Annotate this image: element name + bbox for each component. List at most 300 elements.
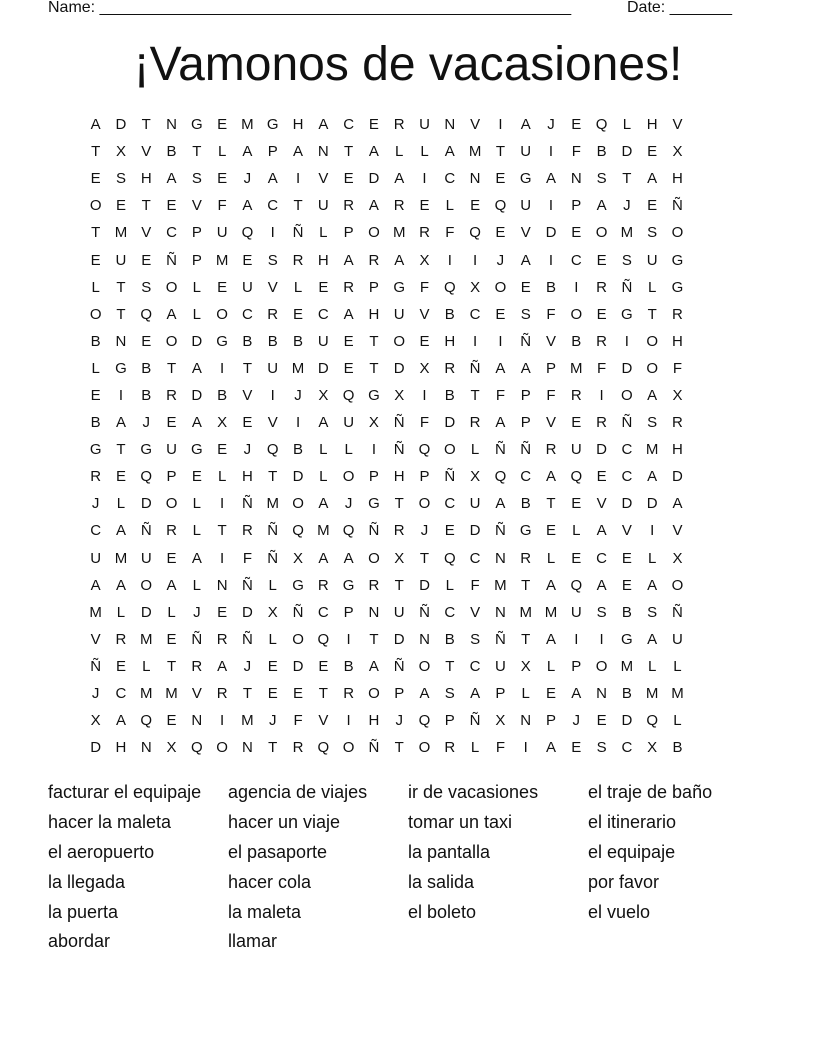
grid-letter: A [520, 251, 531, 269]
grid-letter: L [91, 359, 100, 377]
grid-letter: L [192, 522, 201, 540]
grid-letter: E [647, 143, 658, 161]
grid-letter: Ñ [242, 630, 253, 648]
grid-letter: A [90, 116, 101, 134]
grid-letter: P [444, 712, 455, 730]
grid-letter: S [141, 278, 152, 296]
grid-letter: E [267, 685, 278, 703]
grid-letter: U [520, 197, 532, 215]
grid-letter: I [574, 278, 579, 296]
word-list-item: el vuelo [588, 901, 651, 922]
grid-letter: F [495, 739, 505, 757]
grid-row [83, 219, 690, 246]
page-title: ¡Vamonos de vacasiones! [133, 38, 683, 91]
grid-letter: M [266, 495, 279, 513]
grid-letter: G [519, 170, 532, 188]
grid-letter: R [672, 305, 683, 323]
grid-row [83, 328, 690, 355]
grid-letter: T [318, 685, 328, 703]
word-list-row [48, 808, 768, 838]
grid-letter: I [422, 170, 427, 188]
grid-letter: Ñ [393, 414, 405, 432]
grid-letter: M [89, 603, 102, 621]
grid-letter: Ñ [494, 441, 506, 459]
grid-letter: Q [469, 224, 481, 242]
grid-row [83, 301, 690, 328]
grid-letter: L [192, 305, 201, 323]
grid-letter: E [419, 332, 430, 350]
grid-letter: G [191, 441, 203, 459]
grid-letter: M [494, 576, 507, 594]
grid-letter: E [90, 386, 101, 404]
grid-letter: R [368, 251, 380, 269]
grid-letter: T [242, 359, 253, 377]
grid-letter: Q [266, 441, 279, 459]
grid-letter: I [498, 116, 503, 134]
grid-letter: X [90, 712, 101, 730]
grid-letter: L [192, 576, 201, 594]
grid-letter: P [368, 278, 379, 296]
grid-letter: L [546, 657, 556, 675]
grid-letter: C [343, 116, 355, 134]
grid-letter: P [343, 603, 354, 621]
grid-letter: U [672, 630, 683, 648]
grid-letter: R [166, 386, 177, 404]
grid-letter: Q [418, 712, 431, 730]
grid-letter: A [647, 468, 658, 486]
grid-letter: G [115, 359, 127, 377]
grid-letter: L [420, 143, 429, 161]
grid-letter: I [548, 251, 554, 269]
grid-letter: U [90, 549, 102, 567]
grid-letter: N [368, 603, 380, 621]
grid-letter: J [142, 414, 150, 432]
grid-letter: E [343, 170, 354, 188]
grid-letter: C [317, 603, 329, 621]
word-list-item: hacer la maleta [48, 812, 172, 833]
grid-letter: A [318, 414, 329, 432]
grid-letter: Ñ [672, 603, 683, 621]
grid-letter: O [418, 495, 431, 513]
grid-letter: F [546, 305, 556, 323]
grid-letter: H [115, 739, 127, 757]
grid-letter: V [318, 712, 329, 730]
grid-letter: I [473, 251, 478, 269]
grid-letter: M [570, 359, 583, 377]
grid-letter: D [621, 359, 633, 377]
grid-letter: F [419, 278, 430, 296]
grid-letter: A [191, 549, 202, 567]
grid-letter: T [192, 143, 202, 161]
grid-letter: A [115, 522, 126, 540]
grid-letter: I [220, 712, 225, 730]
grid-letter: A [217, 657, 228, 675]
grid-letter: O [443, 441, 456, 459]
grid-letter: M [139, 685, 153, 703]
grid-letter: P [166, 468, 177, 486]
grid-letter: I [371, 441, 376, 459]
grid-letter: A [394, 251, 405, 269]
grid-letter: O [292, 495, 304, 513]
grid-letter: I [295, 170, 301, 188]
grid-letter: Ñ [494, 630, 506, 648]
grid-letter: D [368, 170, 380, 188]
word-list-item: hacer cola [228, 871, 312, 892]
grid-row [83, 436, 690, 463]
grid-letter: M [544, 603, 558, 621]
grid-letter: U [469, 495, 481, 513]
grid-letter: Q [292, 522, 304, 540]
grid-letter: C [317, 305, 329, 323]
grid-letter: J [623, 197, 631, 215]
grid-letter: Ñ [621, 414, 633, 432]
grid-letter: U [166, 441, 177, 459]
grid-letter: L [192, 278, 201, 296]
grid-letter: T [369, 332, 379, 350]
grid-letter: T [521, 576, 531, 594]
grid-letter: G [671, 251, 684, 269]
grid-letter: E [596, 712, 607, 730]
grid-letter: G [621, 305, 633, 323]
grid-letter: A [318, 495, 329, 513]
grid-letter: E [115, 468, 126, 486]
grid-row [83, 274, 690, 301]
grid-letter: Q [241, 224, 254, 242]
grid-letter: I [220, 495, 225, 513]
grid-letter: D [621, 495, 633, 513]
grid-letter: E [166, 549, 177, 567]
word-list-item: el pasaporte [228, 841, 328, 862]
word-list-item: la salida [408, 871, 475, 892]
grid-letter: Ñ [393, 441, 405, 459]
header-line [48, 0, 748, 19]
grid-letter: L [445, 576, 454, 594]
grid-letter: A [166, 305, 177, 323]
grid-letter: D [317, 359, 329, 377]
grid-letter: C [90, 522, 102, 540]
grid-letter: C [570, 251, 582, 269]
grid-letter: L [546, 549, 556, 567]
grid-letter: G [368, 495, 380, 513]
grid-letter: O [165, 495, 178, 513]
grid-letter: D [90, 739, 102, 757]
grid-letter: B [444, 630, 455, 648]
grid-letter: C [469, 657, 481, 675]
grid-letter: X [470, 468, 481, 486]
grid-letter: N [115, 332, 127, 350]
grid-letter: R [672, 414, 683, 432]
grid-letter: I [118, 386, 124, 404]
grid-letter: T [419, 549, 430, 567]
grid-letter: I [599, 386, 604, 404]
grid-letter: E [141, 251, 152, 269]
grid-letter: I [498, 332, 503, 350]
grid-letter: Q [317, 739, 330, 757]
grid-letter: T [394, 495, 404, 513]
grid-letter: V [545, 414, 556, 432]
grid-row [83, 572, 690, 599]
grid-letter: D [419, 576, 430, 594]
grid-letter: I [220, 359, 225, 377]
grid-letter: Ñ [267, 549, 279, 567]
grid-letter: P [368, 468, 379, 486]
grid-letter: L [268, 576, 277, 594]
grid-letter: N [570, 170, 582, 188]
grid-row [83, 192, 690, 219]
word-list-item: hacer un viaje [228, 812, 341, 833]
grid-letter: T [166, 359, 177, 377]
word-list-item: el aeropuerto [48, 841, 155, 862]
grid-letter: A [242, 197, 253, 215]
grid-letter: A [368, 197, 379, 215]
grid-letter: L [167, 603, 176, 621]
grid-letter: V [470, 603, 481, 621]
grid-letter: Q [443, 278, 456, 296]
grid-letter: T [293, 197, 303, 215]
grid-letter: C [520, 468, 532, 486]
grid-row [83, 626, 690, 653]
grid-letter: B [621, 603, 632, 621]
grid-letter: R [570, 386, 582, 404]
grid-letter: M [165, 685, 178, 703]
grid-letter: L [622, 116, 632, 134]
grid-letter: X [470, 278, 481, 296]
grid-letter: O [418, 739, 431, 757]
grid-letter: A [520, 359, 531, 377]
grid-letter: C [596, 549, 607, 567]
grid-letter: O [595, 224, 608, 242]
grid-letter: T [369, 630, 379, 648]
grid-letter: V [267, 278, 278, 296]
grid-letter: A [343, 305, 354, 323]
grid-letter: Q [418, 441, 431, 459]
grid-letter: X [293, 549, 304, 567]
grid-letter: Q [342, 386, 355, 404]
grid-letter: A [495, 414, 506, 432]
grid-letter: U [242, 278, 253, 296]
grid-letter: J [268, 712, 277, 730]
grid-letter: A [520, 116, 531, 134]
grid-letter: A [115, 576, 126, 594]
grid-letter: A [191, 414, 202, 432]
grid-letter: E [545, 685, 556, 703]
grid-letter: R [216, 685, 228, 703]
grid-letter: S [596, 739, 607, 757]
grid-letter: U [343, 414, 355, 432]
grid-letter: R [596, 332, 607, 350]
grid-letter: U [520, 143, 532, 161]
grid-letter: M [241, 116, 254, 134]
grid-letter: T [622, 170, 632, 188]
grid-letter: E [571, 414, 582, 432]
grid-letter: R [343, 197, 355, 215]
grid-letter: J [572, 712, 581, 730]
grid-letter: T [91, 224, 101, 242]
grid-letter: I [473, 332, 478, 350]
grid-letter: P [191, 251, 202, 269]
grid-letter: T [166, 657, 177, 675]
grid-letter: D [292, 468, 304, 486]
word-list-item: agencia de viajes [228, 782, 368, 803]
grid-letter: O [418, 657, 431, 675]
grid-letter: G [342, 576, 355, 594]
grid-letter: C [242, 305, 253, 323]
grid-letter: E [90, 170, 101, 188]
grid-letter: X [318, 386, 329, 404]
grid-letter: F [546, 386, 556, 404]
grid-letter: H [672, 332, 683, 350]
word-list-row [48, 778, 768, 808]
grid-letter: R [267, 305, 279, 323]
grid-letter: E [495, 170, 506, 188]
grid-letter: A [495, 359, 506, 377]
grid-letter: G [519, 522, 532, 540]
grid-letter: N [191, 712, 203, 730]
grid-letter: P [545, 359, 556, 377]
grid-letter: U [393, 305, 405, 323]
grid-letter: Ñ [520, 441, 532, 459]
grid-letter: R [393, 522, 405, 540]
grid-letter: B [444, 305, 455, 323]
grid-letter: M [620, 224, 634, 242]
grid-letter: T [116, 278, 126, 296]
grid-letter: X [520, 657, 531, 675]
grid-letter: R [444, 359, 456, 377]
grid-letter: M [317, 522, 330, 540]
grid-letter: D [646, 495, 658, 513]
grid-letter: E [166, 712, 177, 730]
letter-grid [83, 111, 690, 761]
grid-letter: E [444, 522, 455, 540]
grid-letter: J [91, 685, 100, 703]
grid-letter: C [469, 549, 481, 567]
grid-letter: N [216, 576, 228, 594]
grid-letter: X [495, 712, 506, 730]
grid-letter: L [268, 630, 277, 648]
grid-row [83, 409, 690, 436]
grid-letter: A [596, 197, 607, 215]
grid-letter: U [494, 657, 506, 675]
grid-letter: L [521, 685, 530, 703]
grid-letter: A [647, 576, 658, 594]
grid-letter: O [570, 305, 583, 323]
grid-letter: I [270, 386, 275, 404]
grid-letter: Ñ [267, 522, 279, 540]
grid-letter: L [319, 468, 328, 486]
grid-letter: P [545, 712, 556, 730]
grid-letter: X [394, 386, 405, 404]
word-list-item: el boleto [408, 901, 477, 922]
grid-letter: Ñ [368, 522, 380, 540]
grid-letter: C [267, 197, 279, 215]
grid-letter: L [142, 657, 151, 675]
grid-letter: X [115, 143, 126, 161]
grid-letter: E [115, 197, 126, 215]
grid-letter: R [393, 116, 405, 134]
grid-letter: E [242, 251, 253, 269]
grid-row [83, 545, 690, 572]
grid-letter: T [394, 739, 404, 757]
grid-letter: E [495, 224, 506, 242]
grid-letter: O [342, 468, 355, 486]
word-list-item: el itinerario [588, 812, 677, 833]
grid-letter: G [393, 278, 406, 296]
grid-letter: L [319, 224, 328, 242]
grid-letter: E [217, 603, 228, 621]
grid-letter: Ñ [166, 251, 177, 269]
grid-letter: A [394, 170, 405, 188]
grid-letter: D [242, 603, 253, 621]
grid-letter: C [115, 685, 127, 703]
grid-letter: L [572, 522, 581, 540]
word-list-row [48, 897, 768, 927]
grid-letter: D [115, 116, 127, 134]
grid-letter: B [90, 414, 101, 432]
grid-letter: M [114, 224, 128, 242]
grid-letter: M [114, 549, 128, 567]
grid-letter: Ñ [469, 359, 481, 377]
grid-letter: H [368, 305, 380, 323]
grid-letter: T [369, 359, 379, 377]
grid-letter: A [368, 657, 379, 675]
grid-letter: O [89, 197, 102, 215]
grid-letter: B [343, 657, 354, 675]
grid-letter: L [293, 278, 303, 296]
grid-row [83, 599, 690, 626]
grid-letter: Ñ [621, 278, 633, 296]
grid-letter: E [571, 495, 582, 513]
grid-letter: T [116, 305, 126, 323]
grid-letter: E [217, 116, 228, 134]
grid-letter: F [672, 359, 683, 377]
grid-letter: L [445, 197, 454, 215]
grid-letter: T [495, 143, 505, 161]
grid-letter: Q [595, 116, 608, 134]
grid-letter: L [673, 657, 682, 675]
grid-letter: Ñ [444, 468, 456, 486]
grid-letter: D [672, 468, 683, 486]
grid-letter: L [217, 143, 227, 161]
grid-letter: B [520, 495, 531, 513]
grid-letter: E [571, 224, 582, 242]
grid-letter: C [621, 441, 633, 459]
grid-letter: M [645, 441, 659, 459]
grid-letter: B [166, 143, 177, 161]
grid-letter: I [447, 251, 452, 269]
grid-row [83, 680, 690, 707]
word-list-item: la pantalla [408, 841, 491, 862]
grid-row [83, 707, 690, 734]
word-list-item: ir de vacasiones [408, 782, 539, 803]
grid-letter: V [672, 522, 683, 540]
grid-letter: R [216, 630, 228, 648]
grid-letter: V [520, 224, 531, 242]
grid-letter: O [671, 576, 684, 594]
grid-letter: B [141, 359, 152, 377]
grid-letter: S [115, 170, 126, 188]
grid-letter: X [368, 414, 379, 432]
grid-letter: E [571, 739, 582, 757]
grid-letter: O [368, 685, 380, 703]
grid-letter: X [672, 386, 683, 404]
grid-row [83, 734, 690, 761]
word-list-item: la maleta [228, 901, 302, 922]
grid-letter: O [621, 386, 633, 404]
grid-letter: P [191, 224, 202, 242]
date-field-label: Date: _______ [627, 0, 732, 16]
grid-letter: L [395, 143, 404, 161]
grid-letter: A [444, 143, 455, 161]
